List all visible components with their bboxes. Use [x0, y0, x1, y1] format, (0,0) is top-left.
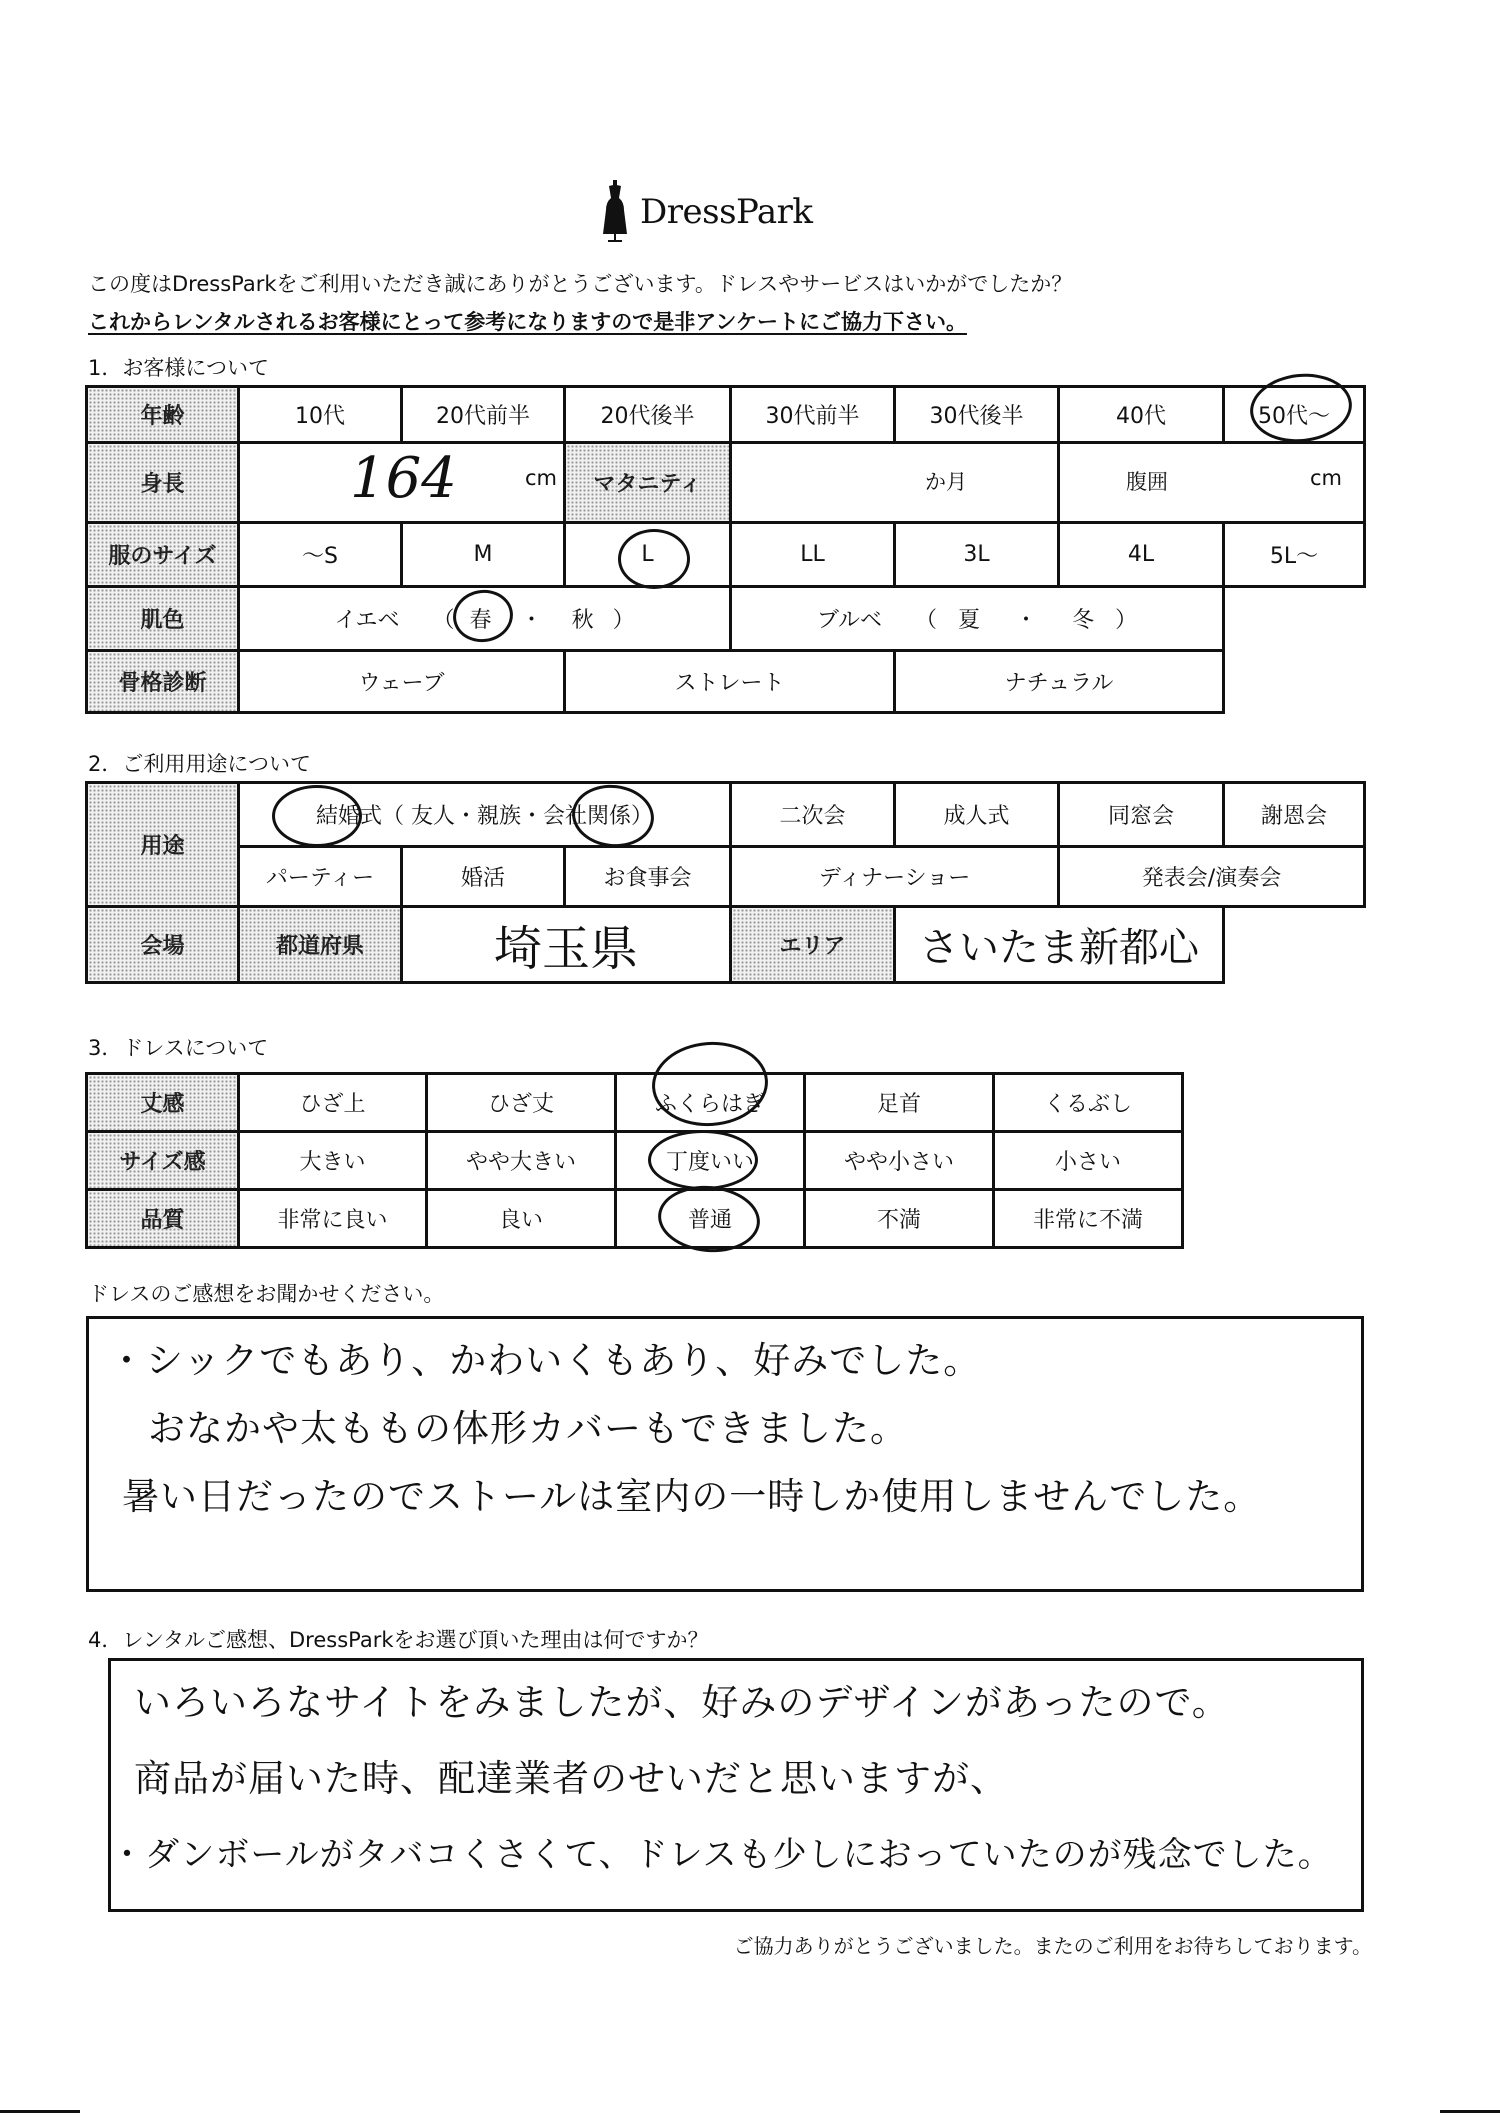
skin-spring-selected[interactable]: 春: [469, 608, 492, 633]
dress-comments-prompt: ドレスのご感想をお聞かせください。: [88, 1282, 445, 1306]
section1-title: 1．お客様について: [88, 356, 269, 380]
selection-circle-size: [618, 529, 690, 589]
intro-text: この度はDressParkをご利用いただき誠にありがとうございます。ドレスやサービスはいかがでしたか？: [88, 272, 1073, 296]
length-option[interactable]: ひざ上: [239, 1074, 427, 1132]
size-label: 服のサイズ: [87, 523, 239, 587]
quality-option-selected[interactable]: 普通: [616, 1190, 805, 1248]
separator-dot: ・: [520, 608, 543, 633]
scan-edge-mark: [1440, 2110, 1500, 2113]
rental-comment-line: 商品が届いた時、配達業者のせいだと思いますが、: [134, 1757, 1008, 1800]
skeleton-option[interactable]: ウェーブ: [239, 651, 565, 713]
selection-circle-fit: [648, 1130, 758, 1190]
age-option[interactable]: 30代前半: [731, 387, 895, 443]
empty-cell: [1224, 587, 1365, 651]
height-value: 164: [350, 446, 457, 511]
purpose-option[interactable]: 二次会: [731, 783, 895, 847]
months-unit: か月: [925, 470, 967, 494]
separator-dot: ・: [1015, 608, 1038, 633]
prefecture-label: 都道府県: [239, 907, 402, 983]
size-option[interactable]: 3L: [895, 523, 1059, 587]
age-option[interactable]: 10代: [239, 387, 402, 443]
waist-unit: cm: [1310, 466, 1343, 490]
brand-logo: [600, 182, 900, 242]
purpose-option[interactable]: パーティー: [239, 847, 402, 907]
waist-field[interactable]: [1059, 443, 1365, 523]
skeleton-label: 骨格診断: [87, 651, 239, 713]
skin-winter[interactable]: 冬: [1072, 608, 1095, 633]
paren-open: （: [915, 608, 938, 633]
fit-option[interactable]: 大きい: [239, 1132, 427, 1190]
intro-request: これからレンタルされるお客様にとって参考になりますので是非アンケートにご協力下さい。: [88, 310, 967, 334]
rental-comment-line: いろいろなサイトをみましたが、好みのデザインがあったので。: [134, 1681, 1230, 1724]
quality-option[interactable]: 非常に良い: [239, 1190, 427, 1248]
dress-comment-line: ・シックでもあり、かわいくもあり、好みでした。: [108, 1339, 982, 1382]
size-option[interactable]: M: [402, 523, 565, 587]
fit-option[interactable]: やや小さい: [805, 1132, 994, 1190]
paren-close: ）: [612, 608, 635, 633]
customer-table: [85, 385, 1366, 714]
age-option[interactable]: 30代後半: [895, 387, 1059, 443]
length-option[interactable]: ひざ丈: [427, 1074, 616, 1132]
brand-name: DressPark: [640, 192, 813, 232]
section3-title: 3．ドレスについて: [88, 1036, 269, 1060]
quality-label: 品質: [87, 1190, 239, 1248]
area-label: エリア: [731, 907, 895, 983]
skeleton-option[interactable]: ナチュラル: [895, 651, 1224, 713]
venue-label: 会場: [87, 907, 239, 983]
scan-edge-mark: [0, 2110, 80, 2113]
purpose-option[interactable]: 婚活: [402, 847, 565, 907]
prefecture-value[interactable]: 埼玉県: [402, 907, 731, 983]
fit-option-selected[interactable]: 丁度いい: [616, 1132, 805, 1190]
height-unit: cm: [524, 466, 557, 490]
section4-title: 4．レンタルご感想、DressParkをお選び頂いた理由は何ですか？: [88, 1628, 709, 1652]
purpose-option[interactable]: お食事会: [565, 847, 731, 907]
skin-label: 肌色: [87, 587, 239, 651]
height-field[interactable]: [239, 443, 565, 523]
size-option[interactable]: LL: [731, 523, 895, 587]
size-option[interactable]: 4L: [1059, 523, 1224, 587]
purpose-option[interactable]: 成人式: [895, 783, 1059, 847]
paren-open: （: [432, 608, 455, 633]
maternity-months-field[interactable]: [731, 443, 1059, 523]
purpose-option[interactable]: ディナーショー: [731, 847, 1059, 907]
age-option-selected[interactable]: 50代～: [1224, 387, 1365, 443]
waist-label: 腹囲: [1126, 470, 1168, 494]
wedding-company-selected[interactable]: 社関係: [565, 804, 632, 829]
skin-blue-label: ブルベ: [816, 608, 883, 633]
size-option[interactable]: 5L～: [1224, 523, 1365, 587]
age-option[interactable]: 20代前半: [402, 387, 565, 443]
wedding-selected[interactable]: 結婚式: [315, 804, 382, 829]
length-label: 丈感: [87, 1074, 239, 1132]
empty-cell: [1224, 907, 1365, 983]
quality-option[interactable]: 非常に不満: [994, 1190, 1183, 1248]
age-label: 年齢: [87, 387, 239, 443]
length-option[interactable]: 足首: [805, 1074, 994, 1132]
purpose-option[interactable]: 同窓会: [1059, 783, 1224, 847]
fit-option[interactable]: 小さい: [994, 1132, 1183, 1190]
section2-title: 2．ご利用用途について: [88, 752, 311, 776]
wedding-detail: （ 友人・親族・会: [382, 804, 565, 829]
quality-option[interactable]: 良い: [427, 1190, 616, 1248]
fit-label: サイズ感: [87, 1132, 239, 1190]
area-value[interactable]: さいたま新都心: [895, 907, 1224, 983]
length-option[interactable]: くるぶし: [994, 1074, 1183, 1132]
size-option[interactable]: ～S: [239, 523, 402, 587]
dress-comment-line: 暑い日だったのでストールは室内の一時しか使用しませんでした。: [122, 1475, 1262, 1518]
skin-yellow-label: イエベ: [334, 608, 400, 633]
skeleton-option[interactable]: ストレート: [565, 651, 895, 713]
footer-thanks: ご協力ありがとうございました。またのご利用をお待ちしております。: [733, 1934, 1372, 1958]
fit-option[interactable]: やや大きい: [427, 1132, 616, 1190]
purpose-option[interactable]: 謝恩会: [1224, 783, 1365, 847]
skin-summer[interactable]: 夏: [958, 608, 981, 633]
selection-circle-wedding: [272, 785, 362, 847]
dress-form-icon: [600, 180, 630, 244]
purpose-option[interactable]: 発表会/演奏会: [1059, 847, 1365, 907]
quality-option[interactable]: 不満: [805, 1190, 994, 1248]
height-label: 身長: [87, 443, 239, 523]
age-option[interactable]: 20代後半: [565, 387, 731, 443]
skin-blue-base[interactable]: [731, 587, 1224, 651]
size-option-selected[interactable]: L: [565, 523, 731, 587]
length-option-selected[interactable]: ふくらはぎ: [616, 1074, 805, 1132]
paren-close: ）: [1115, 608, 1138, 633]
skin-autumn[interactable]: 秋: [571, 608, 594, 633]
purpose-label: 用途: [87, 783, 239, 907]
wedding-detail-close: ）: [631, 804, 654, 829]
empty-cell: [1224, 651, 1365, 713]
dress-table: [85, 1072, 1184, 1249]
dress-comment-line: おなかや太ももの体形カバーもできました。: [148, 1407, 908, 1450]
rental-comment-line: ・ダンボールがタバコくさくて、ドレスも少しにおっていたのが残念でした。: [110, 1835, 1333, 1875]
age-option[interactable]: 40代: [1059, 387, 1224, 443]
maternity-label: マタニティ: [565, 443, 731, 523]
